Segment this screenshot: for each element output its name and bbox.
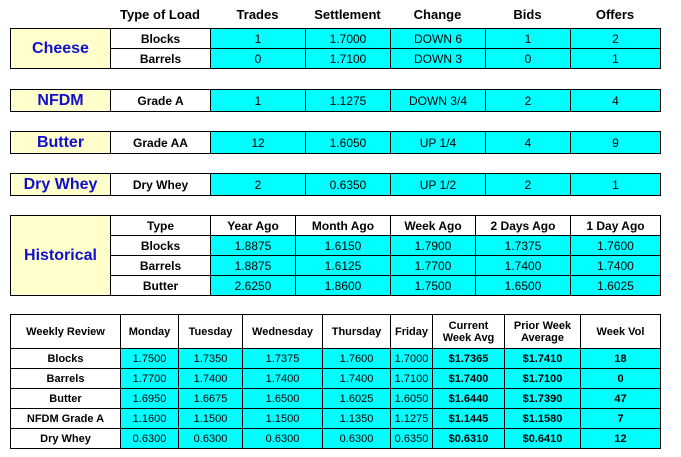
drywhey-bids: 2: [486, 174, 571, 196]
weekly-cell: 1.7700: [121, 369, 179, 389]
cheese-barrels-offers: 1: [571, 49, 661, 69]
table-row: [11, 409, 661, 429]
weekly-cell: 0.6300: [121, 429, 179, 449]
weekly-cell: 1.7000: [391, 349, 433, 369]
weekly-cell: 1.6025: [323, 389, 391, 409]
butter-label: Butter: [11, 132, 111, 154]
weekly-current-avg: $1.6440: [433, 389, 505, 409]
table-row: [11, 389, 661, 409]
weekly-cell: 1.7600: [323, 349, 391, 369]
weekly-cell: 0.6300: [179, 429, 243, 449]
cheese-barrels-settlement: 1.7100: [306, 49, 391, 69]
table-row: [11, 429, 661, 449]
header-trades: Trades: [236, 7, 279, 22]
weekly-vol: 18: [581, 349, 661, 369]
drywhey-table: [10, 173, 661, 196]
butter-settlement: 1.6050: [306, 132, 391, 154]
header-bids: Bids: [513, 7, 542, 22]
header-change: Change: [413, 7, 462, 22]
header-settlement: Settlement: [314, 7, 381, 22]
historical-cell: 1.7400: [476, 256, 571, 276]
weekly-row-label: NFDM Grade A: [11, 409, 121, 429]
weekly-cell: 1.7400: [243, 369, 323, 389]
historical-header-type: Type: [111, 216, 211, 236]
cheese-table: [10, 28, 661, 69]
historical-cell: 1.8875: [211, 236, 296, 256]
weekly-cell: 0.6300: [243, 429, 323, 449]
weekly-cell: 1.1500: [179, 409, 243, 429]
table-row: [11, 369, 661, 389]
historical-cell: 1.6125: [296, 256, 391, 276]
weekly-row-label: Blocks: [11, 349, 121, 369]
weekly-cell: 1.6675: [179, 389, 243, 409]
weekly-cell: 1.1500: [243, 409, 323, 429]
nfdm-change: DOWN 3/4: [391, 90, 486, 112]
historical-header-year-ago: Year Ago: [211, 216, 296, 236]
weekly-row-label: Butter: [11, 389, 121, 409]
historical-cell: 1.7700: [391, 256, 476, 276]
historical-header-month-ago: Month Ago: [296, 216, 391, 236]
weekly-row-label: Barrels: [11, 369, 121, 389]
weekly-prior-avg: $1.7100: [505, 369, 581, 389]
weekly-cell: 1.1600: [121, 409, 179, 429]
weekly-cell: 0.6350: [391, 429, 433, 449]
header-type-of-load: Type of Load: [120, 7, 200, 22]
cheese-label: Cheese: [11, 29, 111, 69]
drywhey-settlement: 0.6350: [306, 174, 391, 196]
cheese-barrels-trades: 0: [211, 49, 306, 69]
historical-cell: 1.6025: [571, 276, 661, 296]
cheese-barrels-change: DOWN 3: [391, 49, 486, 69]
historical-table: [10, 215, 661, 296]
butter-trades: 12: [211, 132, 306, 154]
weekly-header-wednesday: Wednesday: [243, 315, 323, 349]
weekly-cell: 1.1350: [323, 409, 391, 429]
butter-bids: 4: [486, 132, 571, 154]
weekly-cell: 1.7350: [179, 349, 243, 369]
historical-cell: 1.7500: [391, 276, 476, 296]
weekly-current-avg: $1.7400: [433, 369, 505, 389]
historical-row-label: Barrels: [111, 256, 211, 276]
weekly-prior-avg: $1.7410: [505, 349, 581, 369]
weekly-prior-avg: $1.7390: [505, 389, 581, 409]
nfdm-offers: 4: [571, 90, 661, 112]
historical-cell: 1.7400: [571, 256, 661, 276]
weekly-header-tuesday: Tuesday: [179, 315, 243, 349]
cheese-blocks-change: DOWN 6: [391, 29, 486, 49]
nfdm-type: Grade A: [111, 90, 211, 112]
weekly-cell: 1.6050: [391, 389, 433, 409]
historical-header-week-ago: Week Ago: [391, 216, 476, 236]
table-row: [11, 349, 661, 369]
historical-cell: 1.7375: [476, 236, 571, 256]
weekly-review-table: [10, 314, 661, 449]
weekly-cell: 1.7400: [179, 369, 243, 389]
historical-cell: 1.6500: [476, 276, 571, 296]
weekly-vol: 47: [581, 389, 661, 409]
drywhey-change: UP 1/2: [391, 174, 486, 196]
cheese-blocks-offers: 2: [571, 29, 661, 49]
nfdm-settlement: 1.1275: [306, 90, 391, 112]
weekly-cell: 1.6950: [121, 389, 179, 409]
nfdm-bids: 2: [486, 90, 571, 112]
header-offers: Offers: [595, 7, 635, 22]
historical-cell: 1.6150: [296, 236, 391, 256]
weekly-cell: 1.7100: [391, 369, 433, 389]
weekly-cell: 0.6300: [323, 429, 391, 449]
weekly-cell: 1.7400: [323, 369, 391, 389]
weekly-current-avg: $0.6310: [433, 429, 505, 449]
cheese-blocks-bids: 1: [486, 29, 571, 49]
butter-table: [10, 131, 661, 154]
historical-row-label: Butter: [111, 276, 211, 296]
butter-offers: 9: [571, 132, 661, 154]
historical-label: Historical: [11, 216, 111, 296]
weekly-current-avg: $1.1445: [433, 409, 505, 429]
historical-row-label: Blocks: [111, 236, 211, 256]
weekly-header-current-avg: Current Week Avg: [433, 315, 505, 349]
weekly-cell: 1.1275: [391, 409, 433, 429]
weekly-header-thursday: Thursday: [323, 315, 391, 349]
weekly-cell: 1.7375: [243, 349, 323, 369]
drywhey-type: Dry Whey: [111, 174, 211, 196]
weekly-header-week-vol: Week Vol: [581, 315, 661, 349]
cheese-barrels-bids: 0: [486, 49, 571, 69]
weekly-prior-avg: $0.6410: [505, 429, 581, 449]
weekly-row-label: Dry Whey: [11, 429, 121, 449]
weekly-header-prior-avg: Prior Week Average: [505, 315, 581, 349]
weekly-cell: 1.6500: [243, 389, 323, 409]
cheese-blocks-trades: 1: [211, 29, 306, 49]
drywhey-trades: 2: [211, 174, 306, 196]
nfdm-trades: 1: [211, 90, 306, 112]
historical-cell: 2.6250: [211, 276, 296, 296]
drywhey-label: Dry Whey: [11, 174, 111, 196]
historical-header-1-day-ago: 1 Day Ago: [571, 216, 661, 236]
weekly-vol: 0: [581, 369, 661, 389]
historical-cell: 1.8600: [296, 276, 391, 296]
weekly-vol: 12: [581, 429, 661, 449]
cheese-barrels-type: Barrels: [111, 49, 211, 69]
weekly-vol: 7: [581, 409, 661, 429]
drywhey-offers: 1: [571, 174, 661, 196]
butter-type: Grade AA: [111, 132, 211, 154]
weekly-header-review: Weekly Review: [11, 315, 121, 349]
historical-cell: 1.7600: [571, 236, 661, 256]
nfdm-label: NFDM: [11, 90, 111, 112]
weekly-header-friday: Friday: [391, 315, 433, 349]
cheese-blocks-type: Blocks: [111, 29, 211, 49]
historical-cell: 1.8875: [211, 256, 296, 276]
weekly-current-avg: $1.7365: [433, 349, 505, 369]
weekly-header-monday: Monday: [121, 315, 179, 349]
weekly-cell: 1.7500: [121, 349, 179, 369]
historical-header-2-days-ago: 2 Days Ago: [476, 216, 571, 236]
historical-cell: 1.7900: [391, 236, 476, 256]
nfdm-table: [10, 89, 661, 112]
butter-change: UP 1/4: [391, 132, 486, 154]
cheese-blocks-settlement: 1.7000: [306, 29, 391, 49]
weekly-prior-avg: $1.1580: [505, 409, 581, 429]
